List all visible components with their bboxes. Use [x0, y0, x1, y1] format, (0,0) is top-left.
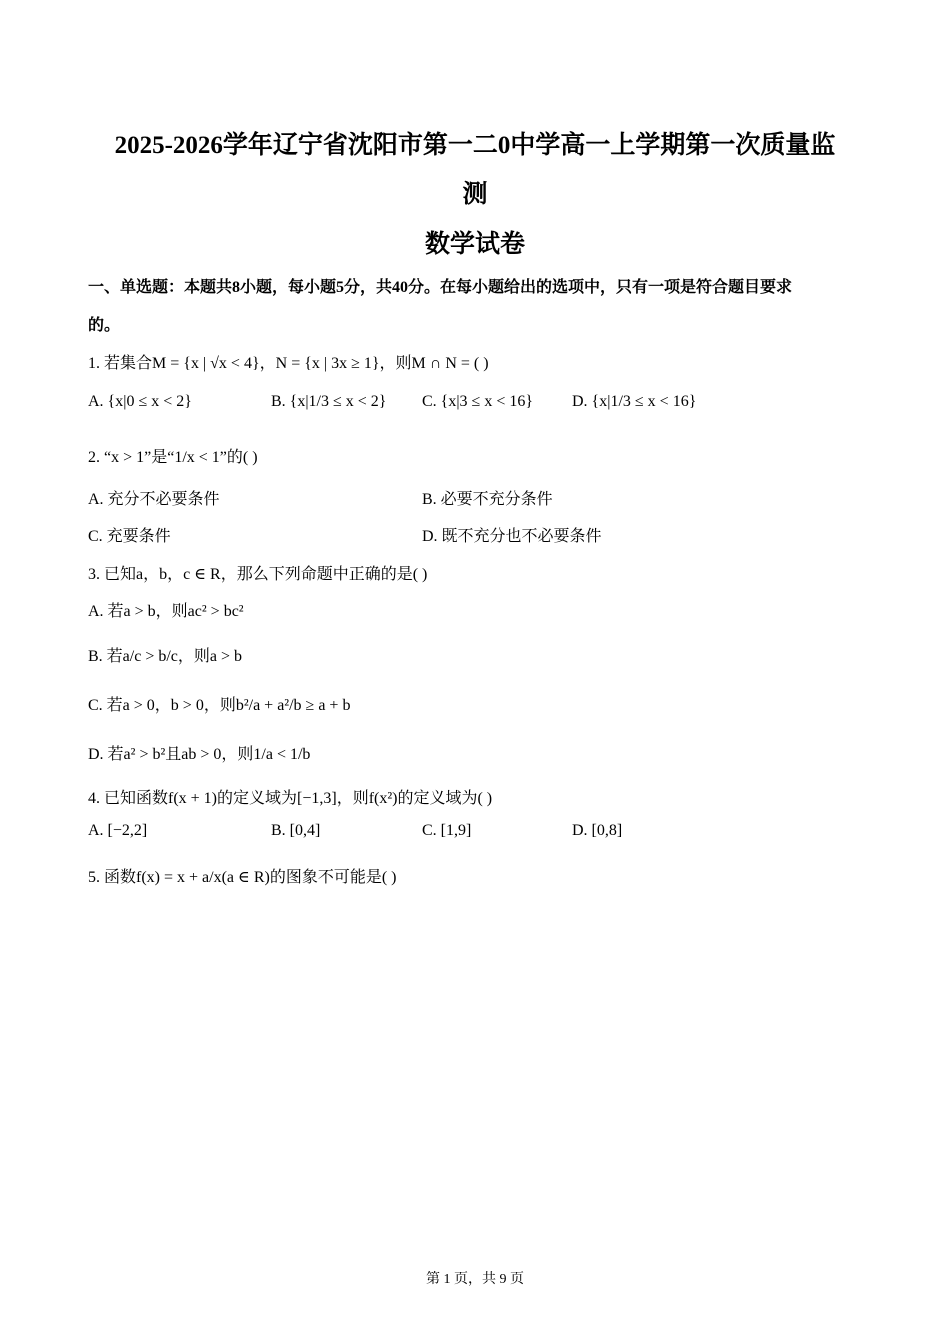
question-3-option-b: B. 若a/c > b/c，则a > b: [88, 648, 243, 665]
question-3-option-a: A. 若a > b，则ac² > bc²: [88, 603, 244, 620]
page-footer: 第 1 页，共 9 页: [426, 1272, 524, 1287]
question-4: 4. 已知函数f(x + 1)的定义域为[−1,3]，则f(x²)的定义域为( ): [88, 790, 493, 807]
question-1-option-d: D. {x|1/3 ≤ x < 16}: [572, 393, 697, 410]
page-title-continued: 测: [462, 181, 488, 208]
question-4-option-c: C. [1,9]: [422, 822, 472, 839]
question-5: 5. 函数f(x) = x + a/x(a ∈ R)的图象不可能是( ): [88, 869, 397, 886]
question-1-prefix: 1. 若集合: [88, 355, 153, 372]
question-3: 3. 已知a，b，c ∈ R，那么下列命题中正确的是( ): [88, 566, 428, 583]
question-1-math: M = {x | √x < 4}，N = {x | 3x ≥ 1}，则M ∩ N = ( ): [152, 355, 489, 372]
question-1-option-b: B. {x|1/3 ≤ x < 2}: [271, 393, 387, 410]
question-2-option-c: C. 充要条件: [88, 528, 171, 545]
question-2-option-b: B. 必要不充分条件: [422, 491, 553, 508]
question-2: 2. “x > 1”是“1/x < 1”的( ): [88, 449, 258, 466]
section-heading-continued: 的。: [88, 317, 121, 334]
page-subtitle: 数学试卷: [424, 231, 525, 258]
question-1: [88, 350, 489, 373]
question-1-option-c: C. {x|3 ≤ x < 16}: [422, 393, 534, 410]
question-2-option-a: A. 充分不必要条件: [88, 491, 220, 508]
question-1-option-a: A. {x|0 ≤ x < 2}: [88, 393, 192, 410]
question-4-option-d: D. [0,8]: [572, 822, 623, 839]
page-title: 2025-2026学年辽宁省沈阳市第一二0中学高一上学期第一次质量监: [114, 132, 836, 159]
question-4-option-a: A. [−2,2]: [88, 822, 148, 839]
section-heading: 一、单选题：本题共8小题，每小题5分，共40分。在每小题给出的选项中，只有一项是符合题目要求: [88, 279, 793, 296]
question-2-option-d: D. 既不充分也不必要条件: [422, 528, 602, 545]
question-3-option-d: D. 若a² > b²且ab > 0，则1/a < 1/b: [88, 746, 311, 763]
question-3-option-c: C. 若a > 0，b > 0，则b²/a + a²/b ≥ a + b: [88, 697, 351, 714]
question-4-option-b: B. [0,4]: [271, 822, 321, 839]
